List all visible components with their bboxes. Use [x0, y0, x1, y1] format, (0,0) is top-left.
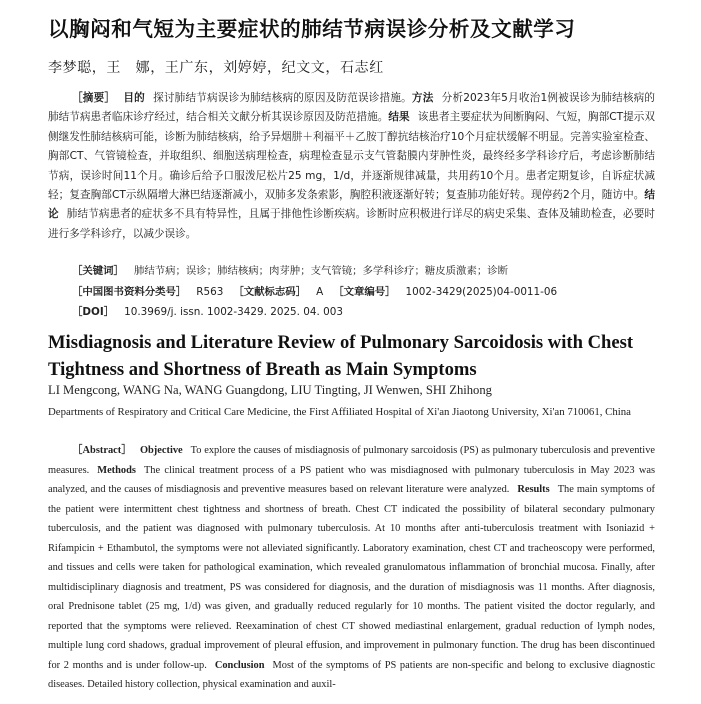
- chinese-title: 以胸闷和气短为主要症状的肺结节病误诊分析及文献学习: [48, 17, 576, 41]
- doi-value: 10.3969/j. issn. 1002-3429. 2025. 04. 003: [124, 306, 343, 318]
- en-methods-text: The clinical treatment process of a PS patient who was misdiagnosed with pulmonary tuberculosis in May 2023 was analyzed, and the causes of misdiagnosis and preventive measures based on relevant literature were analyzed.: [48, 464, 655, 495]
- results-label: 结果: [388, 111, 410, 124]
- en-conclusion-text: Most of the symptoms of PS patients are non-specific and belong to exclusive diagnostic diseases. Detailed history collection, physical examination and auxil-: [48, 659, 655, 690]
- en-objective-text: To explore the causes of misdiagnosis of pulmonary sarcoidosis (PS) as pulmonary tuberculosis and preventive measures.: [48, 445, 656, 476]
- objective-text: 探讨肺结节病误诊为肺结核病的原因及防范误诊措施。: [152, 92, 412, 104]
- methods-label: 方法: [411, 92, 434, 104]
- english-affiliation: Departments of Respiratory and Critical Care Medicine, the First Affiliated Hospital of Xi'an Jiaotong University, Xi'an 710061, China: [48, 406, 631, 418]
- abstract-label: ［摘要］: [72, 92, 116, 104]
- conclusion-text: 肺结节病患者的症状多不具有特异性，且属于排他性诊断疾病。诊断时应积极进行详尽的病史采集、查体及辅助检查，必要时进行多学科诊疗，以减少误诊。: [48, 208, 656, 240]
- english-authors: LI Mengcong, WANG Na, WANG Guangdong, LIU Tingting, JI Wenwen, SHI Zhihong: [48, 383, 492, 397]
- doi-label: ［DOI］: [72, 306, 115, 318]
- keywords-row: [72, 262, 508, 277]
- doi-row: [72, 303, 343, 318]
- clc-label: ［中国图书资料分类号］: [72, 286, 187, 298]
- keywords-text: 肺结节病；误诊；肺结核病；肉芽肿；支气管镜；多学科诊疗；糖皮质激素；诊断: [133, 265, 509, 277]
- objective-label: 目的: [123, 92, 145, 104]
- english-title: Misdiagnosis and Literature Review of Pulmonary Sarcoidosis with Chest Tightness and Shortness of Breath as Main Symptoms: [48, 332, 634, 380]
- methods-text: 分析2023年5月收治1例被误诊为肺结核病的肺结节病患者临床诊疗经过，结合相关文献分析其误诊原因及防范措施。: [48, 92, 656, 124]
- en-results-label: Results: [517, 484, 550, 495]
- doc-code-label: ［文献标志码］: [233, 286, 307, 298]
- en-objective-label: Objective: [139, 445, 183, 456]
- english-abstract: [48, 441, 655, 695]
- en-methods-label: Methods: [97, 464, 136, 476]
- clc-value: R563: [196, 286, 224, 298]
- classification-row: [72, 283, 557, 298]
- en-conclusion-label: Conclusion: [214, 659, 265, 671]
- doc-code-value: A: [316, 286, 324, 298]
- keywords-label: ［关键词］: [72, 265, 124, 277]
- results-text: 该患者主要症状为间断胸闷、气短，胸部CT提示双侧继发性肺结核病可能，诊断为肺结核病，给予异烟肼＋利福平＋乙胺丁醇抗结核治疗10个月症状缓解不明显。完善实验室检查、胸部CT、气管镜检查，并取组织、细胞送病理检查，病理检查显示支气管黏膜内芽肿性炎，最终经多学科诊疗后，考虑诊断肺结节病，误诊时间11个月。确诊后给予口服泼尼松片25 mg，1/d，并逐渐规律减量，共用药10个月。患者定期复诊，自诉症状减轻；复查胸部CT示纵隔增大淋巴结逐渐减小，双肺多发条索影，胸腔积液逐渐好转；复查肺功能好转。现停药2个月，随访中。: [48, 111, 656, 202]
- article-no-label: ［文章编号］: [333, 286, 396, 298]
- en-abstract-label: ［Abstract］: [72, 445, 132, 456]
- article-no-value: 1002-3429(2025)04-0011-06: [405, 286, 558, 298]
- conclusion-label: 结论: [48, 189, 655, 221]
- chinese-authors: 李梦聪，王 娜，王广东，刘婷婷，纪文文，石志红: [48, 60, 384, 76]
- chinese-abstract: [48, 89, 655, 244]
- en-results-text: The main symptoms of the patient were intermittent chest tightness and shortness of breath. Chest CT indicated the possibility of bilateral secondary pulmonary tuberculosis, and the patient was diagnosed with pulmonary tuberculosis. At 10 months after anti-tuberculosis treatment with Isoniazid + Rifampicin + Ethambutol, the symptoms were not alleviated significantly. Laboratory examination, chest CT and tracheoscopy were performed, and tissues and cells were taken for pathological examination, which revealed granulomatous inflammation of bronchial mucosa. Finally, after multidisciplinary diagnosis and treatment, PS was considered for diagnosis, and the duration of misdiagnosis was 11 months. After diagnosis, oral Prednisone tablet (25 mg, 1/d) was given, and gradually reduced regularly for 10 months. The patient visited the doctor regularly, and reported that the symptoms were relieved. Reexamination of chest CT showed mediastinal enlargement, gradual reduction of lymph nodes, multiple lung cord shadows, gradual improvement of pleural effusion, and improvement in pulmonary function. The drug has been discontinued for 2 months and is under follow-up.: [48, 484, 655, 671]
